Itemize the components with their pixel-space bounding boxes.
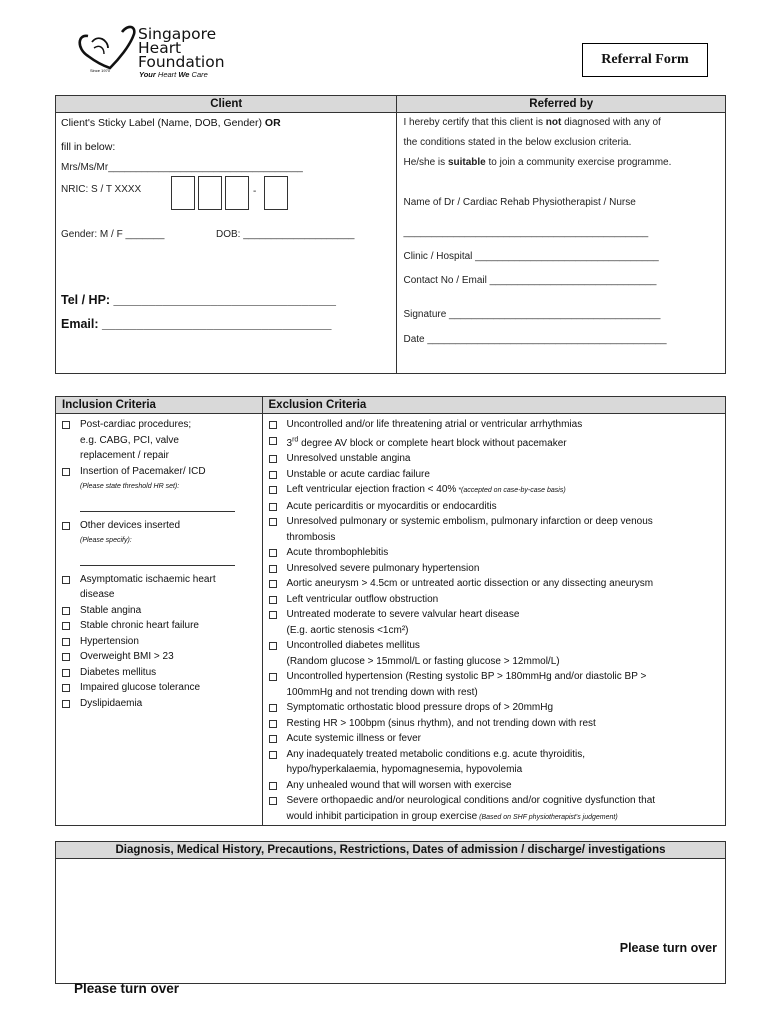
- nric-box[interactable]: [171, 176, 195, 210]
- checkbox[interactable]: [269, 611, 277, 619]
- exclusion-item: Severe orthopaedic and/or neurological conditions and/or cognitive dysfunction that would inhibit participation in group exercise (Based on SHF physiotherapist's judgement): [263, 793, 726, 825]
- exclusion-item: Unresolved pulmonary or systemic embolism, pulmonary infarction or deep venous thrombosis: [263, 514, 726, 545]
- exclusion-item: Unstable or acute cardiac failure: [263, 467, 726, 483]
- checkbox[interactable]: [269, 471, 277, 479]
- inclusion-blank-field[interactable]: [80, 565, 235, 566]
- nric-field[interactable]: [171, 176, 291, 210]
- svg-text:Since 1970: Since 1970: [90, 68, 111, 73]
- exclusion-item: Left ventricular ejection fraction < 40% *(accepted on case-by-case basis): [263, 482, 726, 499]
- checkbox[interactable]: [269, 642, 277, 650]
- sticky-label-text: Client's Sticky Label (Name, DOB, Gender) OR: [61, 117, 281, 129]
- exclusion-item: Acute thrombophlebitis: [263, 545, 726, 561]
- please-turn-over-inside: Please turn over: [619, 941, 717, 955]
- inclusion-item: Diabetes mellitus: [56, 665, 262, 681]
- inclusion-item: Post-cardiac procedures; e.g. CABG, PCI, valve replacement / repair: [56, 417, 262, 464]
- signature-field[interactable]: Signature ______________________________________: [403, 309, 661, 320]
- checkbox[interactable]: [269, 720, 277, 728]
- exclusion-item: Resting HR > 100bpm (sinus rhythm), and not trending down with rest: [263, 716, 726, 732]
- contact-field[interactable]: Contact No / Email ______________________________: [403, 275, 657, 286]
- checkbox[interactable]: [62, 421, 70, 429]
- inclusion-item: Impaired glucose tolerance: [56, 680, 262, 696]
- client-cell: [56, 113, 397, 374]
- checkbox[interactable]: [269, 673, 277, 681]
- inclusion-item: Asymptomatic ischaemic heart disease: [56, 572, 262, 603]
- client-header: Client: [56, 96, 397, 113]
- tel-field[interactable]: Tel / HP: ________________________________: [61, 293, 337, 307]
- inclusion-item: Other devices inserted (Please specify):: [56, 518, 262, 566]
- exclusion-header: Exclusion Criteria: [262, 397, 726, 414]
- nric-label: NRIC: S / T XXXX: [61, 184, 142, 195]
- date-field[interactable]: Date ___________________________________________: [403, 334, 667, 345]
- please-turn-over: Please turn over: [74, 981, 180, 996]
- referrer-name-label: Name of Dr / Cardiac Rehab Physiotherapist / Nurse: [403, 197, 636, 208]
- checkbox[interactable]: [269, 503, 277, 511]
- checkbox[interactable]: [62, 607, 70, 615]
- referrer-name-field[interactable]: ____________________________________________: [403, 227, 649, 238]
- checkbox[interactable]: [269, 421, 277, 429]
- checkbox[interactable]: [62, 622, 70, 630]
- checkbox[interactable]: [62, 653, 70, 661]
- checkbox[interactable]: [269, 565, 277, 573]
- nric-dash: -: [253, 186, 257, 197]
- exclusion-item: Acute pericarditis or myocarditis or endocarditis: [263, 499, 726, 515]
- exclusion-item: 3rd degree AV block or complete heart block without pacemaker: [263, 433, 726, 452]
- certify-line-3: He/she is suitable to join a community exercise programme.: [403, 157, 672, 168]
- nric-box[interactable]: [225, 176, 249, 210]
- checkbox[interactable]: [62, 522, 70, 530]
- checkbox[interactable]: [269, 704, 277, 712]
- email-field[interactable]: Email: _________________________________: [61, 317, 332, 331]
- diagnosis-field[interactable]: [56, 859, 726, 984]
- referred-by-cell: [397, 113, 726, 374]
- referred-by-header: Referred by: [397, 96, 726, 113]
- checkbox[interactable]: [62, 638, 70, 646]
- clinic-field[interactable]: Clinic / Hospital _________________________________: [403, 251, 659, 262]
- checkbox[interactable]: [62, 684, 70, 692]
- inclusion-note: (Please specify):: [80, 537, 132, 544]
- inclusion-list: [56, 417, 262, 711]
- client-referral-table: [55, 95, 726, 374]
- inclusion-item: Stable chronic heart failure: [56, 618, 262, 634]
- logo-wordmark: Singapore Heart Foundation: [138, 25, 225, 71]
- checkbox[interactable]: [269, 782, 277, 790]
- exclusion-item: Uncontrolled diabetes mellitus (Random glucose > 15mmol/L or fasting glucose > 12mmol/L): [263, 638, 726, 669]
- fill-in-text: fill in below:: [61, 141, 116, 153]
- exclusion-item: Symptomatic orthostatic blood pressure drops of > 20mmHg: [263, 700, 726, 716]
- form-title: Referral Form: [582, 43, 708, 77]
- checkbox[interactable]: [269, 751, 277, 759]
- inclusion-item: Overweight BMI > 23: [56, 649, 262, 665]
- exclusion-item: Aortic aneurysm > 4.5cm or untreated aortic dissection or any dissecting aneurysm: [263, 576, 726, 592]
- exclusion-item: Acute systemic illness or fever: [263, 731, 726, 747]
- inclusion-note: (Please state threshold HR set):: [80, 483, 180, 490]
- checkbox[interactable]: [269, 797, 277, 805]
- inclusion-header: Inclusion Criteria: [56, 397, 263, 414]
- certify-line-2: the conditions stated in the below exclusion criteria.: [403, 137, 632, 148]
- name-field[interactable]: Mrs/Ms/Mr___________________________________: [61, 162, 303, 173]
- checkbox[interactable]: [269, 549, 277, 557]
- inclusion-item: Insertion of Pacemaker/ ICD (Please state threshold HR set):: [56, 464, 262, 512]
- dob-field[interactable]: DOB: ____________________: [216, 229, 355, 240]
- nric-box[interactable]: [264, 176, 288, 210]
- checkbox[interactable]: [62, 468, 70, 476]
- exclusion-item: Any unhealed wound that will worsen with exercise: [263, 778, 726, 794]
- checkbox[interactable]: [269, 596, 277, 604]
- exclusion-item: Unresolved severe pulmonary hypertension: [263, 561, 726, 577]
- nric-box[interactable]: [198, 176, 222, 210]
- checkbox[interactable]: [269, 580, 277, 588]
- checkbox[interactable]: [269, 518, 277, 526]
- checkbox[interactable]: [269, 437, 277, 445]
- lvef-note: *(accepted on case-by-case basis): [456, 487, 566, 495]
- exclusion-item: Any inadequately treated metabolic conditions e.g. acute thyroiditis, hypo/hyperkalaemia, hypomagnesemia, hypovolemia: [263, 747, 726, 778]
- inclusion-item: Dyslipidaemia: [56, 696, 262, 712]
- exclusion-item: Uncontrolled and/or life threatening atrial or ventricular arrhythmias: [263, 417, 726, 433]
- diagnosis-header: Diagnosis, Medical History, Precautions, Restrictions, Dates of admission / discharge/ investigations: [56, 842, 726, 859]
- checkbox[interactable]: [62, 700, 70, 708]
- criteria-table: [55, 396, 726, 826]
- inclusion-cell: [56, 414, 263, 826]
- checkbox[interactable]: [62, 576, 70, 584]
- checkbox[interactable]: [269, 735, 277, 743]
- logo-tagline: Your Heart We Care: [139, 70, 208, 79]
- gender-field[interactable]: Gender: M / F _______: [61, 229, 165, 240]
- exclusion-cell: [262, 414, 726, 826]
- inclusion-item: Hypertension: [56, 634, 262, 650]
- exclusion-item: Uncontrolled hypertension (Resting systolic BP > 180mmHg and/or diastolic BP > 100mmHg and not trending down with rest): [263, 669, 726, 700]
- exclusion-item: Untreated moderate to severe valvular heart disease (E.g. aortic stenosis <1cm²): [263, 607, 726, 638]
- exclusion-item: Unresolved unstable angina: [263, 451, 726, 467]
- orthopaedic-note: (Based on SHF physiotherapist's judgement): [477, 813, 618, 821]
- exclusion-item: Left ventricular outflow obstruction: [263, 592, 726, 608]
- checkbox[interactable]: [269, 486, 277, 494]
- exclusion-list: [263, 417, 726, 825]
- checkbox[interactable]: [269, 455, 277, 463]
- inclusion-blank-field[interactable]: [80, 511, 235, 512]
- checkbox[interactable]: [62, 669, 70, 677]
- inclusion-item: Stable angina: [56, 603, 262, 619]
- certify-line-1: I hereby certify that this client is not diagnosed with any of: [403, 117, 661, 128]
- diagnosis-table: [55, 841, 726, 984]
